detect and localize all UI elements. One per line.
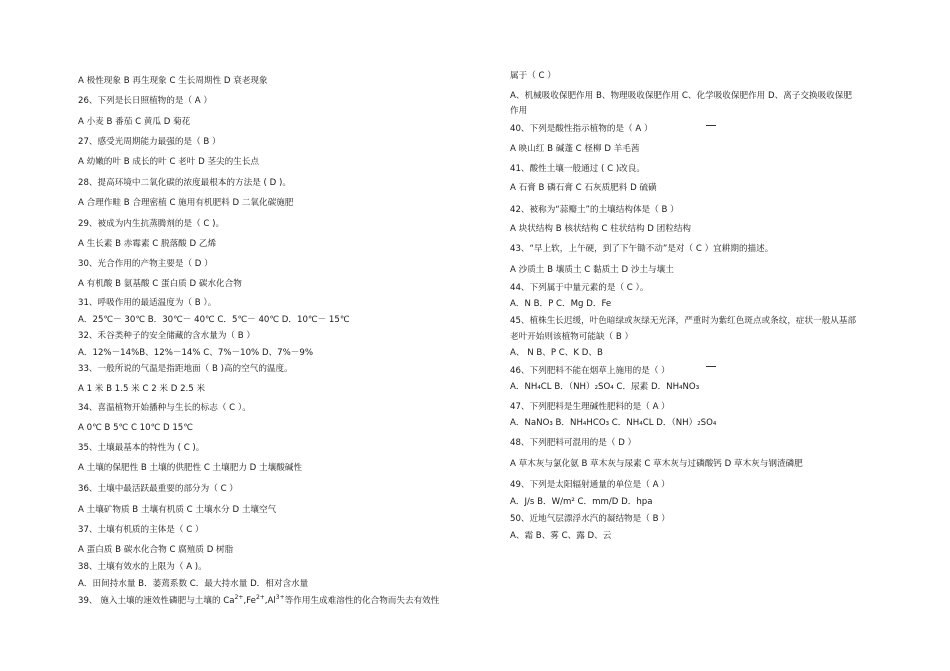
- q39-ion: ,Fe: [243, 596, 256, 606]
- right-line: A 草木灰与氯化氨 B 草木灰与尿素 C 草木灰与过磷酸钙 D 草木灰与钢渣磷肥: [510, 459, 803, 469]
- question-39-line: [78, 596, 439, 607]
- right-line: A．NaNO₃ B．NH₄HCO₃ C．NH₄CL D．（NH）₂SO₄: [510, 418, 717, 428]
- left-line: A．25℃－ 30℃ B．30℃－ 40℃ C．5℃－ 40℃ D．10℃－ 15℃: [78, 315, 350, 325]
- right-line: 老叶开始则该植物可能缺（ B ）: [510, 332, 634, 342]
- right-line: 46、下列肥料不能在烟草上施用的是（ ）: [510, 366, 670, 376]
- left-line: 30、光合作用的产物主要是（ D ）: [78, 259, 213, 269]
- ion-charge: 2+: [255, 594, 265, 602]
- right-line: 43、“早上软，上午硬，到了下午锄不动”是对（ C ）宜耕期的描述。: [510, 244, 774, 254]
- left-line: A 幼嫩的叶 B 成长的叶 C 老叶 D 茎尖的生长点: [78, 157, 260, 167]
- left-line: 33、一般所说的气温是指距地面（ B )高的空气的温度。: [78, 364, 293, 374]
- left-line: 32、禾谷类种子的安全储藏的含水量为（ B ）: [78, 331, 255, 341]
- right-line: A 沙质土 B 壤质土 C 黏质土 D 沙土与壤土: [510, 265, 674, 275]
- left-line: A 土壤矿物质 B 土壤有机质 C 土壤水分 D 土壤空气: [78, 505, 277, 515]
- left-line: 29、被成为内生抗蒸腾剂的是（ C )。: [78, 219, 225, 229]
- q39-text: 39、 施入土壤的速效性磷肥与土壤的 Ca: [78, 596, 235, 606]
- right-line: 48、下列肥料可混用的是（ D ）: [510, 438, 637, 448]
- left-line: 35、土壤最基本的特性为 ( C )。: [78, 443, 205, 453]
- left-line: A 极性现象 B 再生现象 C 生长周期性 D 衰老现象: [78, 76, 268, 86]
- left-line: A 0℃ B 5℃ C 10℃ D 15℃: [78, 423, 193, 433]
- left-line: 27、感受光周期能力最强的是（ B ）: [78, 137, 221, 147]
- left-line: 26、下列是长日照植物的是（ A ）: [78, 96, 212, 106]
- dash-mark-46: [706, 366, 716, 367]
- right-line: A、机械吸收保肥作用 B、物理吸收保肥作用 C、化学吸收保肥作用 D、离子交换吸收保肥: [510, 91, 852, 101]
- right-line: 作用: [510, 106, 528, 116]
- left-line: A 1 米 B 1.5 米 C 2 米 D 2.5 米: [78, 384, 206, 394]
- left-line: 36、土壤中最活跃最重要的部分为（ C ）: [78, 484, 238, 494]
- left-line: A 土壤的保肥性 B 土壤的供肥性 C 土壤肥力 D 土壤酸碱性: [78, 463, 302, 473]
- right-line: 42、被称为“蒜瓣土”的土壤结构体是（ B ）: [510, 205, 679, 215]
- right-line: A．J/s B．W/m² C．mm/D D．hpa: [510, 497, 653, 507]
- left-line: A．田间持水量 B．萎蔫系数 C．最大持水量 D．相对含水量: [78, 579, 309, 589]
- right-line: 属于（ C ）: [510, 71, 556, 81]
- right-line: A 映山红 B 碱蓬 C 柽柳 D 羊毛茜: [510, 144, 640, 154]
- left-line: 31、呼吸作用的最适温度为（ B ）。: [78, 298, 217, 308]
- left-line: A 蛋白质 B 碳水化合物 C 腐殖质 D 树脂: [78, 545, 234, 555]
- left-line: A 有机酸 B 氨基酸 C 蛋白质 D 碳水化合物: [78, 279, 242, 289]
- left-line: 34、喜温植物开始播种与生长的标志（ C ）。: [78, 403, 251, 413]
- right-line: A 石膏 B 磷石膏 C 石灰质肥料 D 硫磺: [510, 183, 657, 193]
- right-line: 44、下列属于中量元素的是（ C ）。: [510, 283, 649, 293]
- right-line: 41、酸性土壤一般通过 ( C )改良。: [510, 164, 645, 174]
- left-line: 37、土壤有机质的主体是（ C ）: [78, 525, 204, 535]
- right-line: A．NH₄CL B．（NH）₂SO₄ C．尿素 D．NH₄NO₃: [510, 382, 700, 392]
- right-line: A、 N B、P C、K D、B: [510, 348, 603, 358]
- right-line: 49、下列是太阳辐射通量的单位是（ A ）: [510, 480, 670, 490]
- right-line: A 块状结构 B 核状结构 C 柱状结构 D 团粒结构: [510, 224, 692, 234]
- left-line: A．12%－14%B、12%－14% C、7%－10% D、7%－9%: [78, 348, 314, 358]
- left-line: A 生长素 B 赤霉素 C 脱落酸 D 乙烯: [78, 239, 217, 249]
- left-line: 38、土壤有效水的上限为（ A )。: [78, 562, 207, 572]
- left-line: A 合理作畦 B 合理密植 C 施用有机肥料 D 二氧化碳施肥: [78, 198, 294, 208]
- right-line: 45、植株生长迟缓，叶色暗绿或灰绿无光泽，严重时为紫红色斑点或条纹，症状一般从基部: [510, 316, 857, 326]
- right-line: 40、下列是酸性指示植物的是（ A ）: [510, 124, 653, 134]
- right-line: 47、下列肥料是生理碱性肥料的是（ A ）: [510, 402, 670, 412]
- dash-mark-40: [706, 125, 716, 126]
- left-line: A 小麦 B 番茄 C 黄瓜 D 菊花: [78, 117, 191, 127]
- left-line: 28、提高环境中二氧化碳的浓度最根本的方法是 ( D )。: [78, 178, 291, 188]
- right-line: 50、近地气层漂浮水汽的凝结物是（ B ）: [510, 514, 670, 524]
- q39-text: 等作用生成难溶性的化合物而失去有效性: [284, 596, 440, 606]
- ion-charge: 2+: [234, 594, 244, 602]
- right-line: A、霜 B、雾 C、露 D、云: [510, 531, 612, 541]
- right-line: A．N B．P C．Mg D．Fe: [510, 299, 612, 309]
- q39-ion: ,Al: [264, 596, 276, 606]
- ion-charge: 3+: [275, 594, 285, 602]
